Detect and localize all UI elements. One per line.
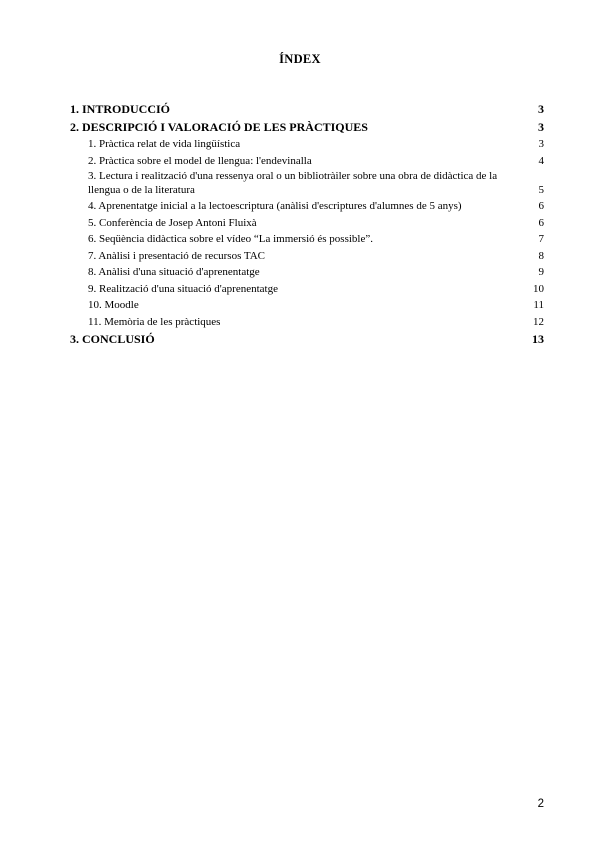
toc-entry-lectura-ressenya[interactable]	[70, 169, 544, 198]
toc-entry-page: 5	[538, 184, 544, 196]
toc-entry-page: 10	[533, 282, 544, 295]
toc-entry-introduccio[interactable]	[70, 100, 544, 118]
toc-entry-page: 3	[538, 120, 544, 134]
toc-entry-label: 7. Anàlisi i presentació de recursos TAC	[88, 249, 266, 262]
toc-entry-label: 11. Memòria de les pràctiques	[88, 315, 221, 328]
toc-entry-page: 8	[538, 249, 544, 262]
toc-entry-page: 9	[538, 266, 544, 278]
toc-entry-label: 1. Pràctica relat de vida lingüística	[88, 138, 241, 150]
toc-entry-page: 3	[538, 138, 544, 150]
toc-entry-label: 3. CONCLUSIÓ	[70, 332, 155, 346]
toc-entry-moodle[interactable]	[70, 297, 544, 314]
page-number: 2	[537, 798, 544, 810]
toc-entry-practica-model[interactable]	[70, 153, 544, 170]
toc-entry-page: 4	[538, 154, 544, 167]
toc-entry-label: 4. Aprenentatge inicial a la lectoescriptura (anàlisi d'escriptures d'alumnes de 5 anys)	[88, 200, 462, 212]
toc-entry-page: 6	[538, 200, 544, 212]
toc-entry-descripcio[interactable]	[70, 118, 544, 136]
toc-entry-label: 10. Moodle	[88, 299, 139, 311]
toc-entry-page: 13	[532, 332, 544, 346]
toc-entry-label: 9. Realització d'una situació d'aprenentatge	[88, 282, 278, 295]
page-title: ÍNDEX	[279, 52, 321, 66]
toc-entry-page: 7	[538, 233, 544, 245]
toc-entry-memoria[interactable]	[70, 314, 544, 331]
toc-entry-conferencia[interactable]	[70, 215, 544, 232]
toc-entry-label: 1. INTRODUCCIÓ	[70, 102, 171, 116]
toc-entry-page: 12	[533, 315, 544, 328]
toc-entry-conclusio[interactable]	[70, 330, 544, 348]
toc-entry-sequencia[interactable]	[70, 231, 544, 248]
toc-entry-label: 2. Pràctica sobre el model de llengua: l'endevinalla	[88, 154, 312, 167]
toc-entry-label: 6. Seqüència didàctica sobre el vídeo “La immersió és possible”.	[88, 233, 373, 245]
toc-entry-page: 11	[533, 299, 544, 311]
toc-entry-label: 3. Lectura i realització d'una ressenya oral o un bibliotràiler sobre una obra de didàctica de la llengua o de la literatura	[88, 170, 498, 196]
toc-entry-lectoescriptura[interactable]	[70, 198, 544, 215]
toc-entry-label: 2. DESCRIPCIÓ I VALORACIÓ DE LES PRÀCTIQUES	[70, 120, 368, 134]
table-of-contents	[70, 100, 544, 348]
toc-entry-page: 6	[538, 216, 544, 229]
toc-entry-label: 5. Conferència de Josep Antoni Fluixà	[88, 216, 257, 229]
toc-entry-label: 8. Anàlisi d'una situació d'aprenentatge	[88, 266, 260, 278]
toc-entry-analisi-situacio[interactable]	[70, 264, 544, 281]
toc-entry-realitzacio-situacio[interactable]	[70, 281, 544, 298]
toc-entry-recursos-tac[interactable]	[70, 248, 544, 265]
toc-entry-practica-relat[interactable]	[70, 136, 544, 153]
toc-entry-page: 3	[538, 102, 544, 116]
